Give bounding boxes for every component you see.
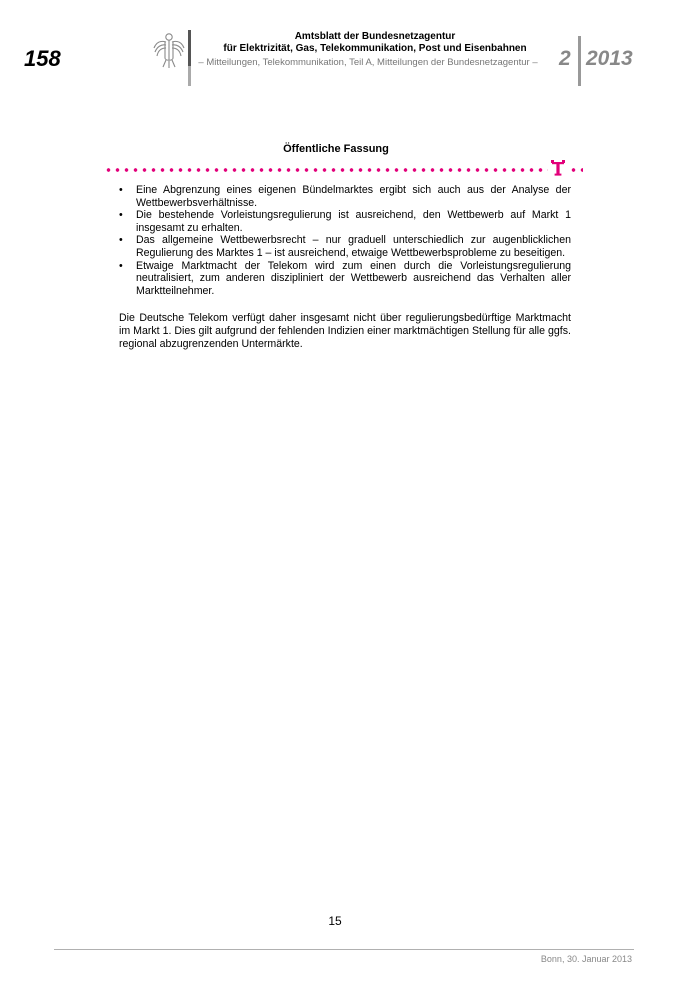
document-page-number: 15 (328, 914, 342, 928)
gazette-subline: – Mitteilungen, Telekommunikation, Teil A, Mitteilungen der Bundesnetzagentur – (198, 57, 538, 68)
list-item (119, 234, 571, 259)
list-item-text: Etwaige Marktmacht der Telekom wird zum einen durch die Vorleistungsregulierung neutralisiert, zum anderen diszipliniert der Wettbewerb ausreichend das Verhalten aller Marktteilnehmer. (136, 259, 571, 297)
publication-date: Bonn, 30. Januar 2013 (540, 954, 632, 964)
gazette-title (210, 31, 540, 55)
header-divider-left-lower (188, 66, 191, 86)
header-divider-right (578, 36, 581, 86)
list-item-text: Eine Abgrenzung eines eigenen Bündelmarktes ergibt sich auch aus der Analyse der Wettbewerbsverhältnisse. (136, 184, 571, 209)
bullet-icon: • (119, 209, 123, 222)
list-item (119, 184, 571, 209)
body-text (119, 184, 571, 350)
bullet-icon: • (119, 234, 123, 247)
telekom-t-logo-icon (551, 159, 565, 177)
issue-number: 2 (559, 47, 571, 70)
federal-eagle-icon (152, 30, 186, 70)
footer-rule (54, 949, 634, 950)
issue-year: 2013 (586, 47, 633, 70)
list-item (119, 209, 571, 234)
list-item-text: Die bestehende Vorleistungsregulierung ist ausreichend, den Wettbewerb auf Markt 1 insgesamt zu erhalten. (136, 209, 571, 234)
summary-paragraph: Die Deutsche Telekom verfügt daher insgesamt nicht über regulierungsbedürftige Marktmacht im Markt 1. Dies gilt aufgrund der fehlenden Indizien einer marktmächtigen Stellung für alle ggfs. regional abzugrenzenden Untermärkte. (119, 312, 571, 350)
dotted-rule-end (569, 168, 583, 172)
section-title: Öffentliche Fassung (283, 143, 389, 155)
list-item (119, 260, 571, 298)
bullet-list (119, 184, 571, 297)
dotted-rule (104, 168, 548, 172)
gazette-title-line-1: Amtsblatt der Bundesnetzagentur (294, 31, 456, 42)
bullet-icon: • (119, 259, 123, 272)
bullet-icon: • (119, 184, 123, 196)
gazette-title-line-2: für Elektrizität, Gas, Telekommunikation, Post und Eisenbahnen (223, 43, 527, 54)
page-number: 158 (24, 46, 61, 71)
list-item-text: Das allgemeine Wettbewerbsrecht – nur graduell unterschiedlich zur augenblicklichen Regulierung des Marktes 1 – ist ausreichend, etwaige Wettbewerbsprobleme zu beseitigen. (136, 234, 571, 259)
